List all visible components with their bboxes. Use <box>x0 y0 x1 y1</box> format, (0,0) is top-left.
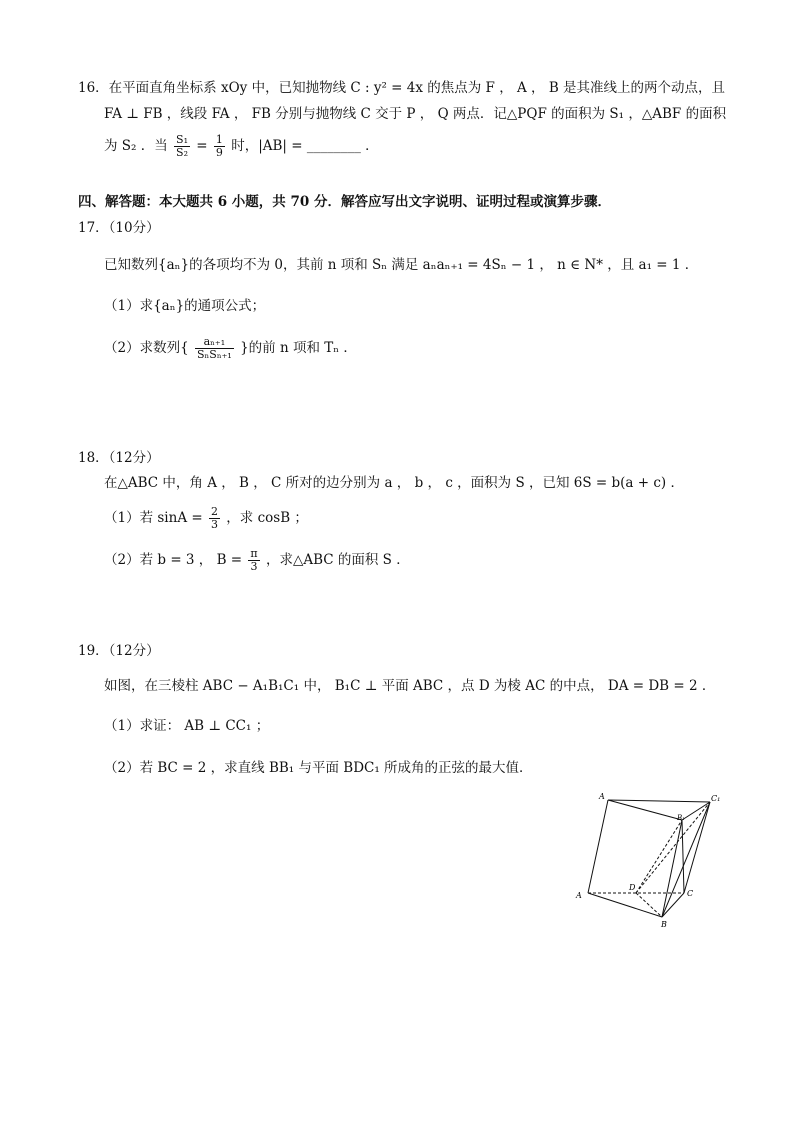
label-d: D <box>629 883 636 892</box>
q18-part2 <box>104 548 410 573</box>
q18-part1-post: ，求 cosB ； <box>226 510 308 526</box>
fraction-denominator: SₙSₙ₊₁ <box>196 348 232 361</box>
q16-line3 <box>104 134 379 159</box>
edge-c-b1 <box>682 820 684 893</box>
label-b: B <box>661 920 667 929</box>
edge-a1-b1 <box>608 800 682 820</box>
fraction-numerator: 2 <box>210 505 218 518</box>
fraction-denominator: 3 <box>210 518 218 531</box>
fraction-numerator: π <box>250 547 258 560</box>
edge-a-b <box>588 893 662 917</box>
q19-part1: （1）求证： AB ⊥ CC₁ ； <box>104 718 270 734</box>
fraction-denominator: 3 <box>250 560 258 573</box>
equals-sign: = <box>196 138 208 154</box>
edge-a1-a <box>588 800 608 893</box>
fraction-denominator: 9 <box>215 146 223 159</box>
edge-b-c <box>662 893 684 917</box>
label-c1: C₁ <box>711 794 721 803</box>
q16-fraction-one-ninth <box>214 134 225 159</box>
q17-part2 <box>104 336 357 361</box>
label-b1: B₁ <box>677 814 685 822</box>
q18-fraction-two-thirds <box>209 506 220 531</box>
q18-head: 18．（12分） <box>78 450 160 466</box>
q17-body: 已知数列{aₙ}的各项均不为 0，其前 n 项和 Sₙ 满足 aₙaₙ₊₁ = 4Sₙ − 1 ， n ∈ N* ，且 a₁ = 1 ． <box>104 257 699 273</box>
q17-head: 17．（10分） <box>78 220 160 236</box>
q18-part2-pre: （2）若 b = 3 ， B = <box>104 552 243 568</box>
q17-part1: （1）求{aₙ}的通项公式； <box>104 298 266 314</box>
q18-part2-post: ，求△ABC 的面积 S ． <box>265 552 410 568</box>
q19-part2: （2）若 BC = 2 ，求直线 BB₁ 与平面 BDC₁ 所成角的正弦的最大值． <box>104 760 533 776</box>
edge-b-c1 <box>662 802 710 917</box>
q19-body: 如图，在三棱柱 ABC − A₁B₁C₁ 中， B₁C ⊥ 平面 ABC ，点 D 为棱 AC 的中点， DA = DB = 2 ． <box>104 678 716 694</box>
edge-d-b1-hidden <box>636 820 682 893</box>
fraction-denominator: S₂ <box>176 146 188 159</box>
q17-part2-pre: （2）求数列{ <box>104 340 189 356</box>
q16-fraction-s1-s2 <box>174 134 190 159</box>
q18-part1 <box>104 506 308 531</box>
q18-body: 在△ABC 中，角 A ， B ， C 所对的边分别为 a ， b ， c ，面积为 S ，已知 6S = b(a + c) ． <box>104 475 684 491</box>
q19-head: 19．（12分） <box>78 643 160 659</box>
q16-line3-post: 时，|AB| = ________ ． <box>231 138 379 154</box>
section-4-header: 四、解答题：本大题共 6 小题，共 70 分．解答应写出文字说明、证明过程或演算步骤． <box>78 194 611 210</box>
q16-line3-pre: 为 S₂ ．当 <box>104 138 168 154</box>
q18-part1-pre: （1）若 sinA = <box>104 510 203 526</box>
fraction-numerator: S₁ <box>176 133 188 146</box>
q16-line2: FA ⊥ FB ，线段 FA ， FB 分别与抛物线 C 交于 P ， Q 两点．记△PQF 的面积为 S₁ ，△ABF 的面积 <box>104 106 727 122</box>
q17-fraction <box>195 336 234 361</box>
fraction-numerator: aₙ₊₁ <box>195 336 234 349</box>
label-a1: A <box>599 792 605 801</box>
label-a: A <box>576 891 582 900</box>
edge-b-b1 <box>662 820 682 917</box>
edge-d-b-hidden <box>636 893 662 917</box>
edge-d-c1-hidden <box>636 802 710 893</box>
edge-a1-c1 <box>608 800 710 802</box>
q16-line1: 16．在平面直角坐标系 xOy 中，已知抛物线 C : y² = 4x 的焦点为 F ， A ， B 是其准线上的两个动点，且 <box>78 80 726 96</box>
prism-figure <box>572 790 732 930</box>
q17-part2-post: }的前 n 项和 Tₙ ． <box>240 340 357 356</box>
label-c: C <box>687 889 694 898</box>
fraction-numerator: 1 <box>215 133 223 146</box>
q18-fraction-pi-thirds <box>248 548 259 573</box>
